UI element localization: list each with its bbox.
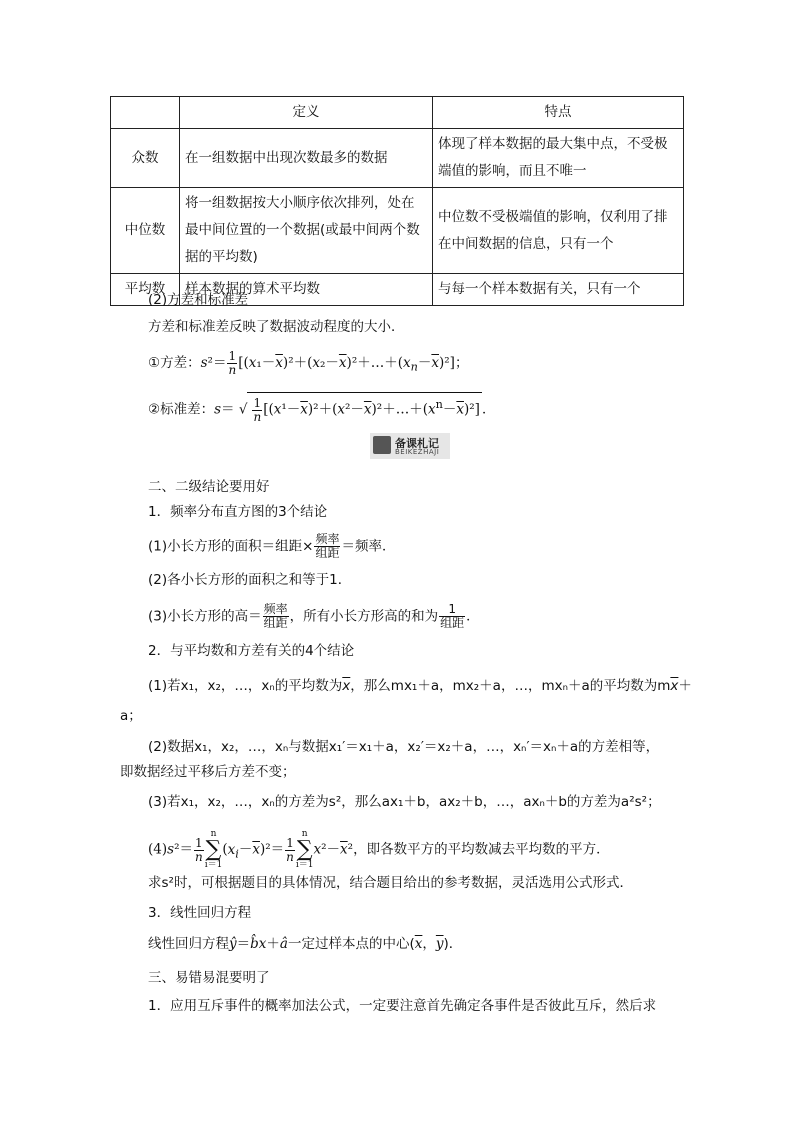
row-definition: 在一组数据中出现次数最多的数据	[180, 129, 433, 188]
statistics-table	[110, 96, 684, 306]
subheading-regression: 3．线性回归方程	[148, 905, 252, 921]
subheading-histogram: 1．频率分布直方图的3个结论	[148, 504, 328, 520]
conclusion-3: (3)小长方形的高＝ $\frac{\text{频率}}{\text{组距}}$ ，所有小长方形高的和为 $\frac{1}{\text{组距}}$ ．	[148, 602, 480, 630]
result-5: 求s²时，可根据题目的具体情况，结合题目给出的参考数据，灵活选用公式形式．	[148, 875, 633, 891]
conclusion-2: (2)各小长方形的面积之和等于1．	[148, 572, 352, 588]
section3-paragraph: 1．应用互斥事件的概率加法公式，一定要注意首先确定各事件是否彼此互斥，然后求	[148, 998, 657, 1014]
result-1: (1)若x₁，x₂，…，xₙ的平均数为$\overline{x}$，那么mx₁＋a，mx₂＋a，…，mxₙ＋a的平均数为$m\overline{x}+$	[148, 678, 692, 694]
result-3: (3)若x₁，x₂，…，xₙ的方差为s²，那么ax₁＋b，ax₂＋b，…，axₙ＋b的方差为a²s²；	[148, 794, 661, 810]
row-name: 众数	[111, 129, 180, 188]
header-cell-definition: 定义	[180, 97, 433, 129]
table-row	[111, 129, 684, 188]
table-row	[111, 188, 684, 274]
header-cell-empty	[111, 97, 180, 129]
row-name: 中位数	[111, 188, 180, 274]
section-heading-3: 三、易错易混要明了	[148, 970, 270, 986]
row-definition: 将一组数据按大小顺序依次排列，处在最中间位置的一个数据(或最中间两个数据的平均数)	[180, 188, 433, 274]
lesson-notes-logo: 备课札记 BEIKEZHAJI	[370, 433, 450, 459]
regression-line: 线性回归方程ŷ＝b̂x＋â一定过样本点的中心($\overline{x}$，$\overline{y}$)．	[148, 936, 463, 952]
table-header-row	[111, 97, 684, 129]
row-feature: 体现了样本数据的最大集中点，不受极端值的影响，而且不唯一	[433, 129, 684, 188]
pencil-icon	[373, 436, 391, 454]
row-name: 平均数	[111, 274, 180, 306]
std-formula: ②标准差：s＝ √ $\frac{1}{n}$ $[(x^1-\overline{x})^2+(x^2-\overline{x})^2+\dots+(x^n-\overline{x})^2]$ ．	[148, 392, 495, 424]
conclusion-1: (1)小长方形的面积＝组距× $\frac{\text{频率}}{\text{组距}}$ ＝频率．	[148, 532, 396, 560]
row-definition: 样本数据的算术平均数	[180, 274, 433, 306]
header-cell-feature: 特点	[433, 97, 684, 129]
subheading-mean-variance: 2．与平均数和方差有关的4个结论	[148, 643, 355, 659]
result-1-cont: a；	[120, 708, 142, 724]
result-2: (2)数据x₁，x₂，…，xₙ与数据x₁′＝x₁＋a，x₂′＝x₂＋a，…，xₙ′＝xₙ＋a的方差相等，	[148, 739, 660, 755]
variance-formula: ①方差：s²＝ $\frac{1}{n}$ $[(x_1-\overline{x})^2+(x_2-\overline{x})^2+\dots+(x_n-\overline{x})^2]$；	[148, 349, 469, 377]
row-feature: 中位数不受极端值的影响，仅利用了排在中间数据的信息，只有一个	[433, 188, 684, 274]
section-heading-variance: (2)方差和标准差	[148, 292, 249, 308]
row-feature: 与每一个样本数据有关，只有一个	[433, 274, 684, 306]
section-heading-2: 二、二级结论要用好	[148, 479, 270, 495]
result-2-cont: 即数据经过平移后方差不变；	[120, 764, 296, 780]
variance-intro: 方差和标准差反映了数据波动程度的大小．	[148, 319, 405, 335]
result-4: (4)s²＝ $\frac{1}{n}$ n ∑ $i=1(x_i-\overline{x})^2=$ $\frac{1}{n}$ n ∑ $i=1x^2-\overline{x}^2$，即各数平方的平均数减去平均数的平方．	[148, 829, 610, 870]
